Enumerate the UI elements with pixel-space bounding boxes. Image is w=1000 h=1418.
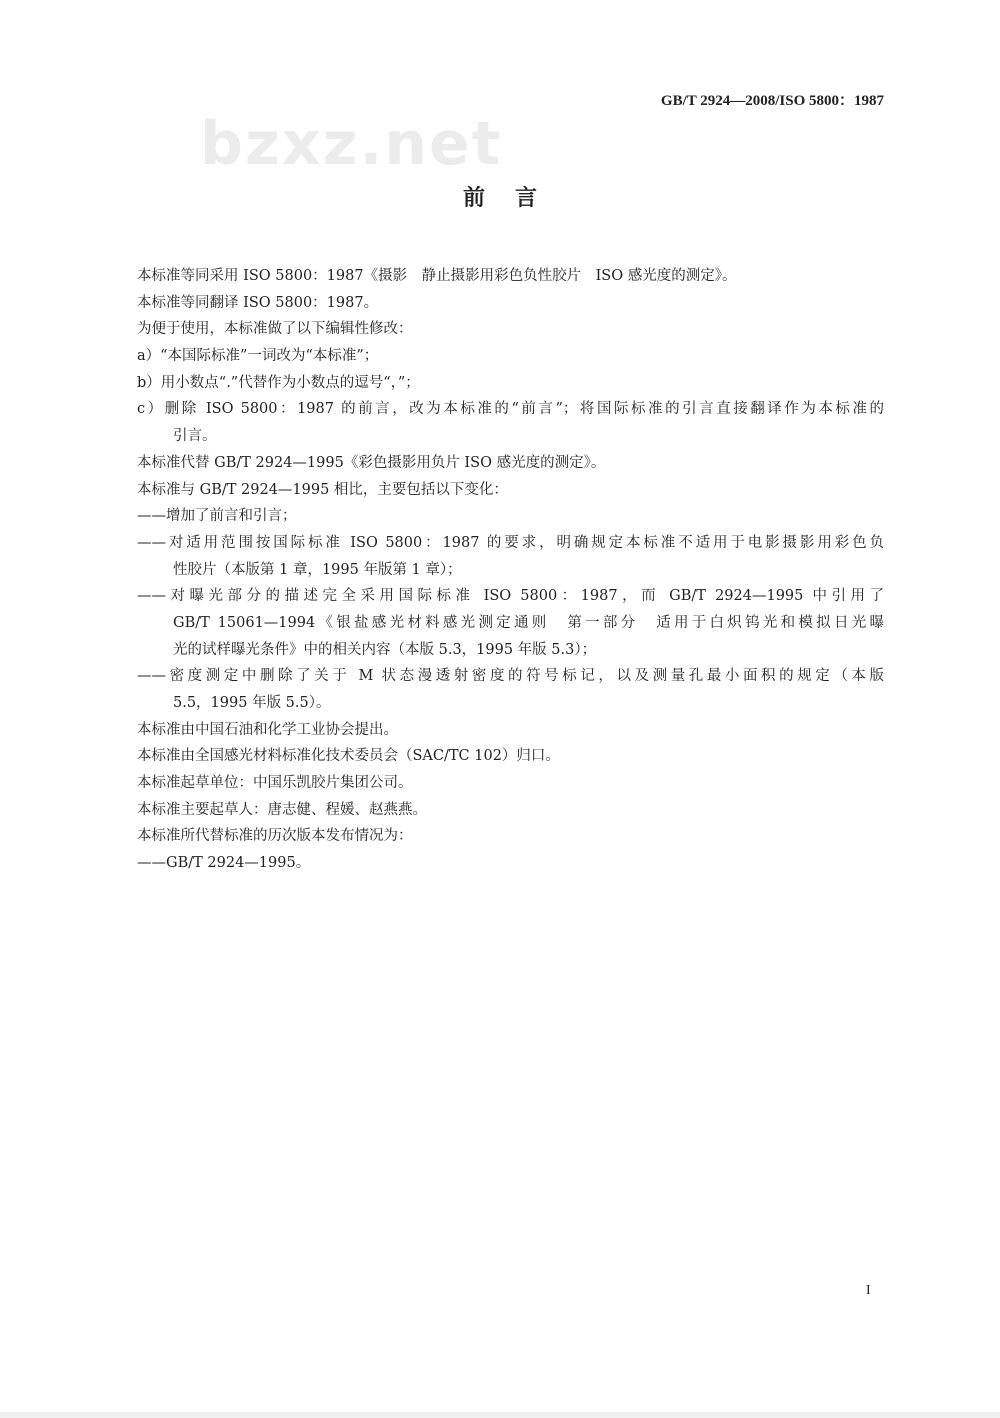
text-line: 为便于使用，本标准做了以下编辑性修改： (137, 321, 413, 338)
text-line: 本标准与 GB/T 2924—1995 相比，主要包括以下变化： (137, 481, 508, 498)
text-line: b）用小数点“.”代替作为小数点的逗号“，”； (137, 374, 420, 391)
text-line: 引言。 (173, 428, 217, 445)
text-line: c）删除 ISO 5800：1987 的前言，改为本标准的“前言”；将国际标准的引言直接翻译作为本标准的 (137, 401, 884, 418)
text-line: GB/T 15061—1994《银盐感光材料感光测定通则 第一部分 适用于白炽钨光和模拟日光曝 (173, 614, 884, 631)
text-line: ——增加了前言和引言； (137, 508, 297, 525)
standard-number-header: GB/T 2924—2008/ISO 5800：1987 (660, 93, 884, 109)
text-line: 本标准代替 GB/T 2924—1995《彩色摄影用负片 ISO 感光度的测定》。 (137, 454, 606, 471)
text-line: 性胶片（本版第 1 章，1995 年版第 1 章）； (173, 561, 462, 578)
text-line: 本标准起草单位：中国乐凯胶片集团公司。 (137, 775, 413, 792)
text-line: 5.5，1995 年版 5.5）。 (173, 695, 331, 711)
text-line: 本标准主要起草人：唐志健、程媛、赵燕燕。 (137, 801, 427, 818)
watermark: bzxz.net (200, 109, 503, 179)
text-line: a）“本国际标准”一词改为“本标准”； (137, 348, 379, 365)
text-line: ——密度测定中删除了关于 M 状态漫透射密度的符号标记，以及测量孔最小面积的规定（本版 (137, 668, 884, 685)
text-line: 本标准由中国石油和化学工业协会提出。 (137, 721, 398, 738)
text-line: ——GB/T 2924—1995。 (137, 855, 311, 872)
text-line: 本标准由全国感光材料标准化技术委员会（SAC/TC 102）归口。 (137, 748, 560, 765)
page-title: 前言 (462, 185, 567, 211)
text-line: 本标准等同翻译 ISO 5800：1987。 (137, 294, 379, 311)
text-line: 本标准所代替标准的历次版本发布情况为： (137, 828, 413, 845)
text-line: 本标准等同采用 ISO 5800：1987《摄影 静止摄影用彩色负性胶片 ISO 感光度的测定》。 (137, 268, 737, 284)
foreword-body (137, 263, 884, 877)
text-line: ——对曝光部分的描述完全采用国际标准 ISO 5800：1987，而 GB/T 2924—1995 中引用了 (137, 588, 884, 605)
page-number: I (866, 1283, 871, 1298)
page-edge (0, 1412, 1000, 1418)
text-line: 光的试样曝光条件》中的相关内容（本版 5.3，1995 年版 5.3）； (173, 641, 597, 658)
text-line: ——对适用范围按国际标准 ISO 5800：1987 的要求，明确规定本标准不适用于电影摄影用彩色负 (137, 534, 884, 551)
